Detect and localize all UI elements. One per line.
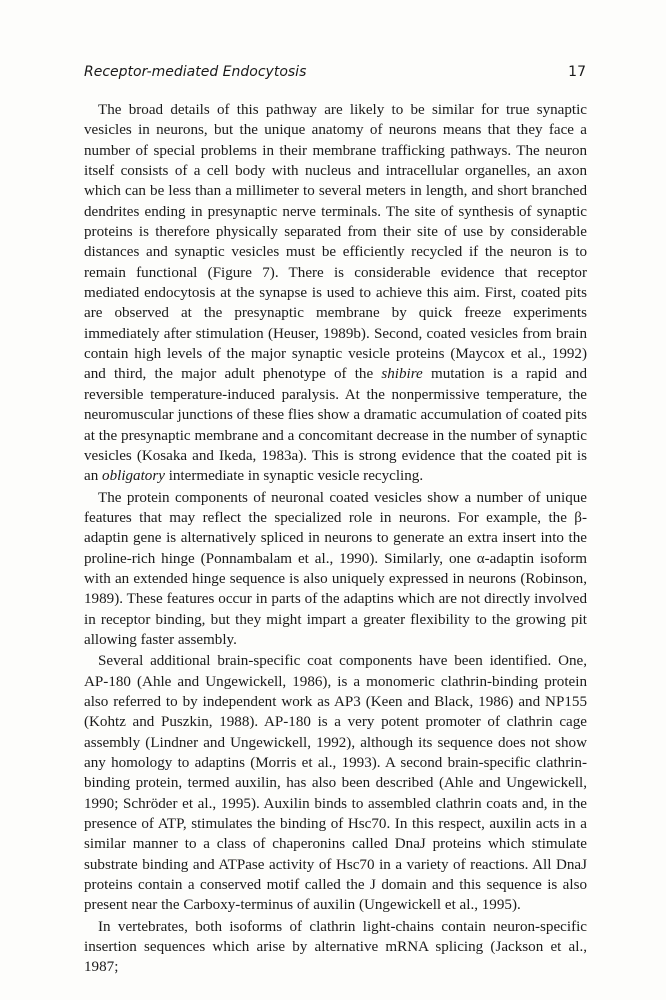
running-title: Receptor-mediated Endocytosis [84, 64, 307, 80]
paragraph [84, 917, 587, 978]
paragraph-text: intermediate in synaptic vesicle recycling. [164, 468, 424, 485]
paragraph-text: The protein components of neuronal coated vesicles show a number of unique features that may reflect the specialized role in neurons. For example, the β-adaptin gene is alternatively spliced in neurons to generate an extra insert into the proline-rich hinge (Ponnambalam et al., 1990). Similarly, one α-adaptin isoform with an extended hinge sequence is also uniquely expressed in neurons (Robinson, 1989). These features occur in parts of the adaptins which are not directly involved in receptor binding, but they might impart a greater flexibility to the growing pit allowing faster assembly. [84, 489, 587, 648]
italic-term: obligatory [102, 468, 165, 485]
italic-term: shibire [381, 366, 423, 383]
paragraph-text: In vertebrates, both isoforms of clathrin light-chains contain neuron-specific insertion sequences which arise by alternative mRNA splicing (Jackson et al., 1987; [84, 918, 587, 976]
paragraph-text: The broad details of this pathway are likely to be similar for true synaptic vesicles in neurons, but the unique anatomy of neurons means that they face a number of special problems in their membrane trafficking pathways. The neuron itself consists of a cell body with nucleus and intracellular organelles, an axon which can be less than a millimeter to several meters in length, and short branched dendrites ending in presynaptic nerve terminals. The site of synthesis of synaptic proteins is therefore physically separated from their site of use by considerable distances and synaptic vesicles must be efficiently recycled if the neuron is to remain functional (Figure 7). There is considerable evidence that receptor mediated endocytosis at the synapse is used to achieve this aim. First, coated pits are observed at the presynaptic membrane by quick freeze experiments immediately after stimulation (Heuser, 1989b). Second, coated vesicles from brain contain high levels of the major synaptic vesicle proteins (Maycox et al., 1992) and third, the major adult phenotype of the [84, 102, 587, 383]
paragraph-text: Several additional brain-specific coat components have been identified. One, AP-180 (Ahle and Ungewickell, 1986), is a monomeric clathrin-binding protein also referred to by independent work as AP3 (Keen and Black, 1986) and NP155 (Kohtz and Puszkin, 1988). AP-180 is a very potent promoter of clathrin cage assembly (Lindner and Ungewickell, 1992), although its sequence does not show any homology to adaptins (Morris et al., 1993). A second brain-specific clathrin-binding protein, termed auxilin, has also been described (Ahle and Ungewickell, 1990; Schröder et al., 1995). Auxilin binds to assembled clathrin coats and, in the presence of ATP, stimulates the binding of Hsc70. In this respect, auxilin acts in a similar manner to a class of chaperonins called DnaJ proteins which stimulate substrate binding and ATPase activity of Hsc70 in a variety of reactions. All DnaJ proteins contain a conserved motif called the J domain and this sequence is also present near the Carboxy-terminus of auxilin (Ungewickell et al., 1995). [84, 653, 587, 914]
paragraph [84, 100, 587, 487]
paragraph [84, 488, 587, 651]
running-head [84, 64, 586, 86]
body-text [84, 100, 587, 979]
paragraph [84, 651, 587, 915]
paragraph-text: mutation is a rapid and reversible temperature-induced paralysis. At the nonpermissive temperature, the neuromuscular junctions of these flies show a dramatic accumulation of coated pits at the presynaptic membrane and a concomitant decrease in the number of synaptic vesicles (Kosaka and Ikeda, 1983a). This is strong evidence that the coated pit is an [84, 366, 587, 485]
page-number: 17 [568, 64, 586, 80]
